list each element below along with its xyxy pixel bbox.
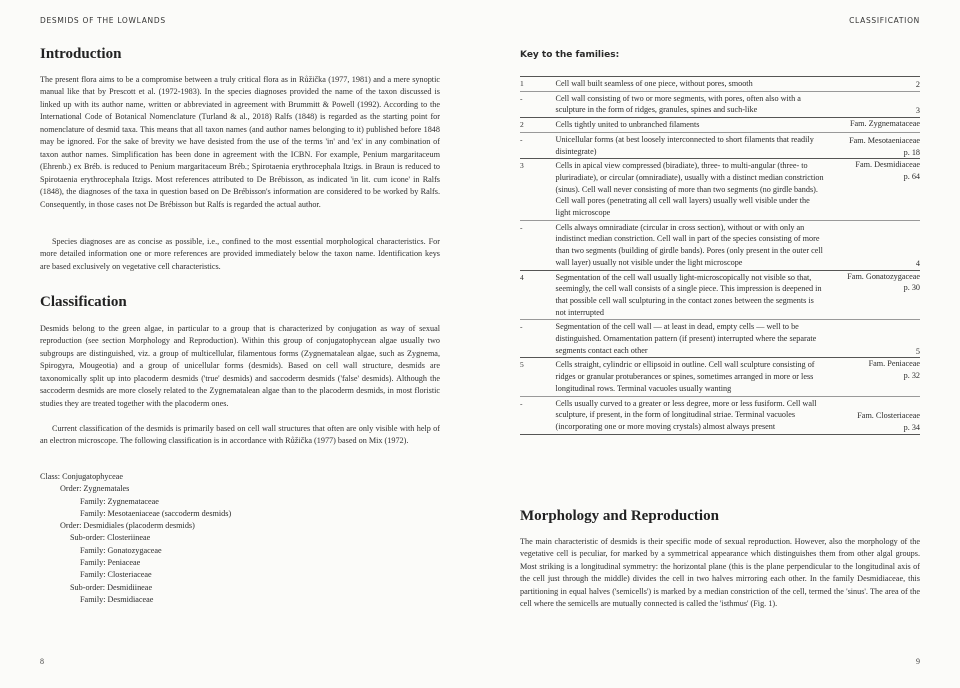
key-couplet-number: 5 xyxy=(520,358,556,396)
key-lead-target: p. 32 xyxy=(903,371,920,381)
tree-item: Order: Desmidiales (placoderm desmids) xyxy=(60,521,195,531)
introduction-paragraph-1: The present flora aims to be a compromise between a truly critical flora as in Růžička (1977, 1981) and a mere synoptic manual like that by Prescott et al. (1972-1983). In the species diagnoses provided the name of the taxon discussed is linked up with its author name, written or abbreviated in agreement with Brummitt & Powell (1992). According to the International Code of Botanical Nomenclature (Turland & al., 2018) Ralfs (1848) is regarded as the starting point for nomenclature of desmid taxa. This means that all taxon names (and author names belonging to it) published before 1848 may be ignored. For the sake of brevity we have desisted from the use of the terms 'in' and 'ex' in any combination of taxon author names. Simplification has been done in agreement with the ICBN. For example, Penium margaritaceum (Ehrenb.) ex Bréb. is reduced to Penium margaritaceum Bréb.; Spirotaenia erythrocephala Itzigs. in Braun is reduced to Spirotaenia erythrocephala Itzigs. Most references attributed to De Brébisson, as indicated 'in lit. cum icone' in Ralfs (1848), the diagnoses of the taxa in question based on De Brébisson's information are considered to be worked by Ralfs. Consequently, in those cases not De Brébisson but Ralfs is regarded the actual author. xyxy=(40,75,440,209)
key-reference xyxy=(828,132,920,158)
running-head-left: DESMIDS OF THE LOWLANDS xyxy=(40,16,166,25)
key-couplet-number: - xyxy=(520,396,556,434)
key-description: Cells always omniradiate (circular in cross section), without or with only an indistinct median constriction. Cell wall in part of the species consisting of more than two segments (building of girdle bands). Pores (only present in the outer cell wall layer) usually not visible under the light microscope xyxy=(556,220,829,270)
key-description: Segmentation of the cell wall — at least in dead, empty cells — well to be distinguished. Ornamentation pattern (if present) interrupted where the separate segments contact each other xyxy=(556,320,829,358)
key-couplet-number: - xyxy=(520,220,556,270)
key-lead-target: p. 18 xyxy=(903,147,920,157)
key-lead-target: 3 xyxy=(915,106,920,116)
introduction-paragraph-2-text: Species diagnoses are as concise as possible, i.e., confined to the most essential morphological characteristics. For more detailed information one or more references are provided immediately below the taxon name. Identification keys are based exclusively on vegetative cell characteristics. xyxy=(40,237,440,271)
key-family-name: Fam. Mesotaeniaceae xyxy=(849,135,920,145)
morphology-paragraph-1: The main characteristic of desmids is their specific mode of sexual reproduction. However, also the morphology of the vegetative cell is peculiar, for marked by a symmetrical appearance which distinguishes them from other algal groups. Most striking is a longitudinal symmetry: the horizontal plane (this is the plane perpendicular to the longitudinal axis of the cell just through the middle) divides the cell in two halves mirroring each other. In the family Desmidiaceae, this partitioning in equal halves ('semicells') is marked by a median constriction of the cell, termed the 'sinus'. The area of the cell where the semicells are mutually connected is called the 'isthmus' (Fig. 1). xyxy=(520,537,920,609)
tree-item: Family: Desmidiaceae xyxy=(80,594,154,604)
key-row xyxy=(520,358,920,396)
key-couplet-number: - xyxy=(520,320,556,358)
key-row xyxy=(520,159,920,221)
key-couplet-number: 1 xyxy=(520,77,556,92)
tree-item: Family: Mesotaeniaceae (saccoderm desmids) xyxy=(80,508,232,518)
key-lead-target: p. 34 xyxy=(903,422,920,432)
introduction-heading: Introduction xyxy=(40,46,122,62)
key-family-name: Fam. Desmidiaceae xyxy=(855,160,920,170)
key-reference xyxy=(828,77,920,92)
key-lead-target: 2 xyxy=(915,80,920,89)
key-description: Cells usually curved to a greater or less degree, more or less fusiform. Cell wall sculpture, if present, in the form of longitudinal striae. Terminal vacuoles (incorporating one or more moving crystals) almost always present xyxy=(556,396,829,434)
classification-paragraph-2-text: Current classification of the desmids is primarily based on cell wall structures that often are only visible with help of an electron microscope. The following classification is in accordance with Růžička (1977) based on Mix (1972). xyxy=(40,424,440,446)
tree-item: Family: Gonatozygaceae xyxy=(80,545,162,555)
key-lead-target: p. 64 xyxy=(903,171,920,181)
key-family-name: Fam. Zygnemataceae xyxy=(849,119,920,129)
key-family-name: Fam. Closteriaceae xyxy=(857,411,920,421)
running-head-right: CLASSIFICATION xyxy=(849,16,920,25)
key-description: Cell wall consisting of two or more segments, with pores, often also with a sculpture in the form of ridges, granules, spines and such-like xyxy=(556,91,829,117)
tree-item: Sub-order: Desmidiineae xyxy=(70,582,153,592)
key-reference xyxy=(828,91,920,117)
tree-item: Sub-order: Closteriineae xyxy=(70,533,151,543)
key-couplet-number: - xyxy=(520,91,556,117)
key-reference xyxy=(828,358,920,396)
key-row xyxy=(520,270,920,320)
tree-item: Class: Conjugatophyceae xyxy=(40,472,123,481)
key-lead-target: 5 xyxy=(915,346,920,356)
key-reference xyxy=(828,118,920,133)
tree-item: Order: Zygnematales xyxy=(60,484,130,494)
key-reference xyxy=(828,159,920,221)
right-page xyxy=(480,0,960,688)
tree-item: Family: Peniaceae xyxy=(80,558,141,568)
key-reference xyxy=(828,320,920,358)
key-family-name: Fam. Peniaceae xyxy=(868,359,920,369)
classification-paragraph-1: Desmids belong to the green algae, in particular to a group that is characterized by conjugation as way of sexual reproduction (see section Morphology and Reproduction). Within this group of conjugatophycean algae usually two subgroups are distinguished, viz. a group of multicellular, filamentous forms (Zygnematalean algae, such as Zygnema, Spirogyra, Mougeotia) and a group of unicellular forms (desmids). Based on cell wall structure, desmids are taxonomically split up into placoderm desmids ('true' desmids) and saccoderm desmids ('false' desmids). Although the saccoderm desmids are more closely related to the Zygnematalean algae than to the placoderm desmids, in most floristic studies they are treated together with the placoderm ones. xyxy=(40,324,440,408)
key-description: Segmentation of the cell wall usually light-microscopically not visible so that, seemingly, the cell wall consists of a single piece. This impression is deepened in that possible cell wall sculpturing in the contact zones between the segments is not interrupted xyxy=(556,270,829,320)
page-number-right: 9 xyxy=(916,657,920,666)
key-lead-target: 4 xyxy=(915,258,920,268)
classification-tree xyxy=(40,471,231,606)
key-couplet-number: - xyxy=(520,132,556,158)
key-row xyxy=(520,132,920,158)
key-lead-target: p. 30 xyxy=(903,283,920,293)
introduction-paragraph-2 xyxy=(40,236,440,273)
key-reference xyxy=(828,270,920,320)
morphology-heading: Morphology and Reproduction xyxy=(520,508,719,524)
key-description: Cells tightly united to unbranched filaments xyxy=(556,118,829,133)
key-couplet-number: 4 xyxy=(520,270,556,320)
key-title: Key to the families: xyxy=(520,50,620,60)
key-couplet-number: 3 xyxy=(520,159,556,221)
key-row xyxy=(520,220,920,270)
key-row xyxy=(520,77,920,92)
key-description: Unicellular forms (at best loosely interconnected to short filaments that readily disintegrate) xyxy=(556,132,829,158)
key-reference xyxy=(828,396,920,434)
key-reference xyxy=(828,220,920,270)
classification-heading: Classification xyxy=(40,294,127,310)
key-row xyxy=(520,396,920,434)
key-row xyxy=(520,118,920,133)
key-description: Cells straight, cylindric or ellipsoid in outline. Cell wall sculpture consisting of ridges or granular protuberances or spines, sometimes arranged in more or less longitudinal rows. Terminal vacuoles usually wanting xyxy=(556,358,829,396)
key-couplet-number: 2 xyxy=(520,118,556,133)
key-description: Cell wall built seamless of one piece, without pores, smooth xyxy=(556,77,829,92)
tree-item: Family: Closteriaceae xyxy=(80,570,152,580)
key-row xyxy=(520,320,920,358)
family-key-table xyxy=(520,76,920,435)
classification-paragraph-2 xyxy=(40,423,440,448)
key-description: Cells in apical view compressed (biradiate), three- to multi-angular (three- to pluriradiate), or circular (omniradiate), usually with a distinct median constriction (sinus). Cell wall never consisting of more than two segments (no girdle bands). Cell wall pores (penetrating all cell wall layers) usually well visible under the light microscope xyxy=(556,159,829,221)
key-row xyxy=(520,91,920,117)
tree-item: Family: Zygnemataceae xyxy=(80,496,159,506)
page-number-left: 8 xyxy=(40,657,44,666)
key-family-name: Fam. Gonatozygaceae xyxy=(847,271,920,281)
